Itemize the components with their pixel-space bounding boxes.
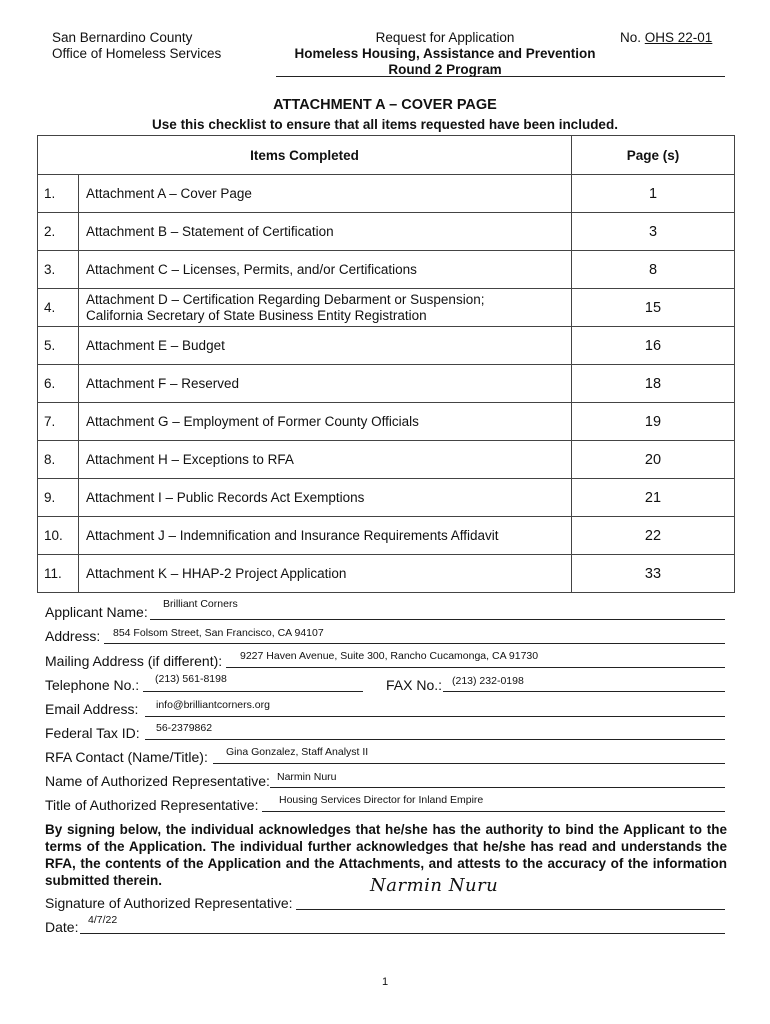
applicant-name-field[interactable]: Brilliant Corners bbox=[163, 598, 238, 610]
doc-number-label: No. bbox=[620, 30, 642, 45]
row-page: 20 bbox=[572, 441, 735, 479]
table-row bbox=[38, 251, 735, 289]
row-item: Attachment F – Reserved bbox=[79, 365, 572, 403]
mailing-address-field[interactable]: 9227 Haven Avenue, Suite 300, Rancho Cucamonga, CA 91730 bbox=[240, 650, 539, 662]
table-row bbox=[38, 441, 735, 479]
row-page: 18 bbox=[572, 365, 735, 403]
telephone-label: Telephone No.: bbox=[45, 677, 140, 693]
federal-tax-id-label: Federal Tax ID: bbox=[45, 725, 140, 741]
row-number: 11. bbox=[38, 555, 79, 593]
attachment-subtitle: Use this checklist to ensure that all items requested have been included. bbox=[152, 117, 618, 132]
table-row bbox=[38, 327, 735, 365]
checklist-table bbox=[37, 135, 735, 593]
rfa-program: Homeless Housing, Assistance and Prevention bbox=[294, 46, 596, 61]
row-item: Attachment G – Employment of Former County Officials bbox=[79, 403, 572, 441]
applicant-name-label: Applicant Name: bbox=[45, 604, 148, 620]
telephone-underline bbox=[143, 691, 363, 692]
signature-underline bbox=[296, 909, 725, 910]
signature[interactable]: Narmin Nuru bbox=[370, 875, 499, 896]
signature-label: Signature of Authorized Representative: bbox=[45, 895, 293, 911]
mailing-address-underline bbox=[226, 667, 725, 668]
table-row bbox=[38, 403, 735, 441]
table-row bbox=[38, 479, 735, 517]
row-page: 33 bbox=[572, 555, 735, 593]
org-header bbox=[52, 30, 221, 62]
row-page: 1 bbox=[572, 175, 735, 213]
row-page: 16 bbox=[572, 327, 735, 365]
email-field[interactable]: info@brilliantcorners.org bbox=[156, 699, 270, 711]
rep-name-label: Name of Authorized Representative: bbox=[45, 773, 270, 789]
date-label: Date: bbox=[45, 919, 79, 935]
federal-tax-id-underline bbox=[145, 739, 725, 740]
telephone-field[interactable]: (213) 561-8198 bbox=[155, 673, 227, 685]
col-pages-header: Page (s) bbox=[572, 136, 735, 175]
rep-title-field[interactable]: Housing Services Director for Inland Empire bbox=[279, 794, 484, 806]
org-office: Office of Homeless Services bbox=[52, 46, 222, 61]
row-page: 19 bbox=[572, 403, 735, 441]
row-item: Attachment J – Indemnification and Insurance Requirements Affidavit bbox=[79, 517, 572, 555]
mailing-address-label: Mailing Address (if different): bbox=[45, 653, 223, 669]
address-underline bbox=[104, 643, 725, 644]
row-item: Attachment I – Public Records Act Exemptions bbox=[79, 479, 572, 517]
col-items-header: Items Completed bbox=[38, 136, 572, 175]
fax-underline bbox=[443, 691, 725, 692]
row-number: 2. bbox=[38, 213, 79, 251]
table-header-row bbox=[38, 136, 735, 175]
email-underline bbox=[145, 716, 725, 717]
rfa-contact-label: RFA Contact (Name/Title): bbox=[45, 749, 208, 765]
date-underline bbox=[80, 933, 725, 934]
rfa-title: Request for Application bbox=[375, 30, 515, 45]
row-item: Attachment C – Licenses, Permits, and/or Certifications bbox=[79, 251, 572, 289]
fax-field[interactable]: (213) 232-0198 bbox=[452, 675, 524, 687]
row-item-line2: California Secretary of State Business Entity Registration bbox=[86, 307, 427, 323]
rfa-contact-underline bbox=[213, 763, 725, 764]
doc-number-value: OHS 22-01 bbox=[644, 30, 713, 45]
row-page: 21 bbox=[572, 479, 735, 517]
row-number: 6. bbox=[38, 365, 79, 403]
email-label: Email Address: bbox=[45, 701, 139, 717]
table-row bbox=[38, 175, 735, 213]
header-rule bbox=[276, 76, 725, 77]
row-item: Attachment K – HHAP-2 Project Application bbox=[79, 555, 572, 593]
org-name: San Bernardino County bbox=[52, 30, 193, 45]
page-number: 1 bbox=[381, 976, 389, 988]
doc-number bbox=[620, 30, 712, 46]
table-row bbox=[38, 555, 735, 593]
rfa-contact-field[interactable]: Gina Gonzalez, Staff Analyst II bbox=[226, 746, 369, 758]
address-label: Address: bbox=[45, 628, 101, 644]
row-page: 8 bbox=[572, 251, 735, 289]
row-number: 9. bbox=[38, 479, 79, 517]
date-field[interactable]: 4/7/22 bbox=[88, 914, 118, 926]
rep-title-underline bbox=[262, 811, 725, 812]
acknowledgement-text: By signing below, the individual acknowledges that he/she has the authority to bind the Applicant to the terms of the Application. The individual further acknowledges that he/she has read and understands the RFA, the contents of the Application and the Attachments, and attests to the accuracy of the information submitted therein. bbox=[45, 822, 727, 888]
table-row bbox=[38, 289, 735, 327]
row-item: Attachment A – Cover Page bbox=[79, 175, 572, 213]
row-page: 3 bbox=[572, 213, 735, 251]
table-row bbox=[38, 365, 735, 403]
row-item bbox=[79, 289, 572, 327]
row-item-line1: Attachment D – Certification Regarding Debarment or Suspension; bbox=[86, 291, 485, 307]
row-page: 15 bbox=[572, 289, 735, 327]
applicant-name-underline bbox=[150, 619, 725, 620]
rep-name-field[interactable]: Narmin Nuru bbox=[277, 771, 337, 783]
rep-name-underline bbox=[270, 787, 725, 788]
row-number: 1. bbox=[38, 175, 79, 213]
rfa-header bbox=[270, 30, 620, 78]
table-row bbox=[38, 517, 735, 555]
row-number: 7. bbox=[38, 403, 79, 441]
attachment-title: ATTACHMENT A – COVER PAGE bbox=[273, 97, 497, 113]
row-number: 10. bbox=[38, 517, 79, 555]
fax-label: FAX No.: bbox=[386, 677, 443, 693]
rfa-round: Round 2 Program bbox=[388, 62, 502, 77]
table-row bbox=[38, 213, 735, 251]
row-item: Attachment H – Exceptions to RFA bbox=[79, 441, 572, 479]
row-number: 4. bbox=[38, 289, 79, 327]
row-number: 8. bbox=[38, 441, 79, 479]
address-field[interactable]: 854 Folsom Street, San Francisco, CA 94107 bbox=[113, 627, 324, 639]
row-item: Attachment E – Budget bbox=[79, 327, 572, 365]
row-number: 3. bbox=[38, 251, 79, 289]
federal-tax-id-field[interactable]: 56-2379862 bbox=[156, 722, 213, 734]
rep-title-label: Title of Authorized Representative: bbox=[45, 797, 259, 813]
row-number: 5. bbox=[38, 327, 79, 365]
row-item: Attachment B – Statement of Certification bbox=[79, 213, 572, 251]
row-page: 22 bbox=[572, 517, 735, 555]
